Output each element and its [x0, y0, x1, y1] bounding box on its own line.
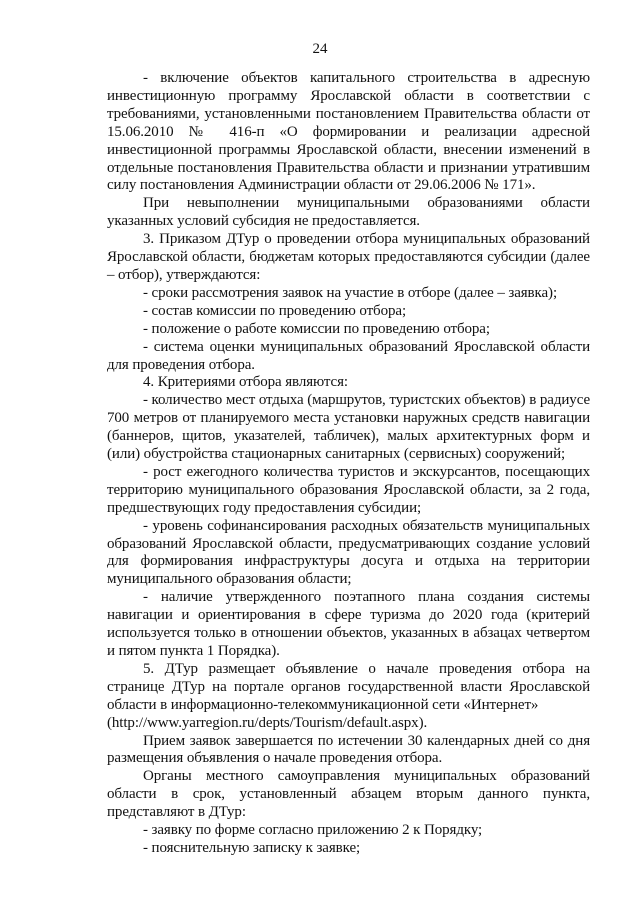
paragraph: - заявку по форме согласно приложению 2 к Порядку;: [143, 822, 483, 839]
paragraph: - система оценки муниципальных образований Ярославской области для проведения отбора.: [107, 338, 590, 373]
paragraph: Органы местного самоуправления муниципальных образований области в срок, установленный абзацем вторым данного пункта, представляют в ДТур:: [107, 768, 590, 821]
paragraph: Прием заявок завершается по истечении 30 календарных дней со дня размещения объявления о начале проведения отбора.: [107, 732, 590, 767]
paragraph: - сроки рассмотрения заявок на участие в отборе (далее – заявка);: [143, 284, 558, 301]
paragraph-url: (http://www.yarregion.ru/depts/Tourism/default.aspx).: [107, 714, 428, 731]
paragraph: - наличие утвержденного поэтапного плана создания системы навигации и ориентирования в сфере туризма до 2020 года (критерий используется только в отношении объектов, указанных в абзацах четвертом и пятом пункта 1 Порядка).: [107, 589, 590, 659]
paragraph: - уровень софинансирования расходных обязательств муниципальных образований Ярославской области, предусматривающих создание условий для формирования инфраструктуры досуга и отдыха на территории муниципального образования области;: [107, 517, 590, 588]
page-number: 24: [312, 41, 328, 57]
paragraph: - положение о работе комиссии по проведению отбора;: [143, 320, 490, 337]
paragraph: При невыполнении муниципальными образованиями области указанных условий субсидия не предоставляется.: [107, 195, 590, 230]
paragraph: - пояснительную записку к заявке;: [143, 839, 361, 856]
paragraph: - включение объектов капитального строительства в адресную инвестиционную программу Ярославской области в соответствии с требованиями, установленными постановлением Правительства области от 15.06.2010 № 416-п «О формировании и реализации адресной инвестиционной программы Ярославской области, внесении изменений в отдельные постановления Правительства области и признании утратившим силу постановления Администрации области от 29.06.2006 № 171».: [107, 70, 590, 194]
paragraph: - рост ежегодного количества туристов и экскурсантов, посещающих территорию муниципального образования Ярославской области, за 2 года, предшествующих году предоставления субсидии;: [107, 463, 590, 516]
paragraph: - состав комиссии по проведению отбора;: [143, 302, 407, 319]
paragraph: - количество мест отдыха (маршрутов, туристских объектов) в радиусе 700 метров от планируемого места установки наружных средств навигации (баннеров, щитов, указателей, табличек), малых архитектурных форм и (или) обустройства стационарных санитарных (сервисных) сооружений;: [107, 392, 590, 463]
paragraph: 5. ДТур размещает объявление о начале проведения отбора на странице ДТур на портале органов государственной власти Ярославской области в информационно-телекоммуникационной сети «Интернет»: [107, 660, 590, 713]
document-body: [107, 70, 590, 858]
paragraph: 3. Приказом ДТур о проведении отбора муниципальных образований Ярославской области, бюджетам которых предоставляются субсидии (далее – отбор), утверждаются:: [107, 231, 590, 283]
paragraph: 4. Критериями отбора являются:: [143, 374, 348, 391]
